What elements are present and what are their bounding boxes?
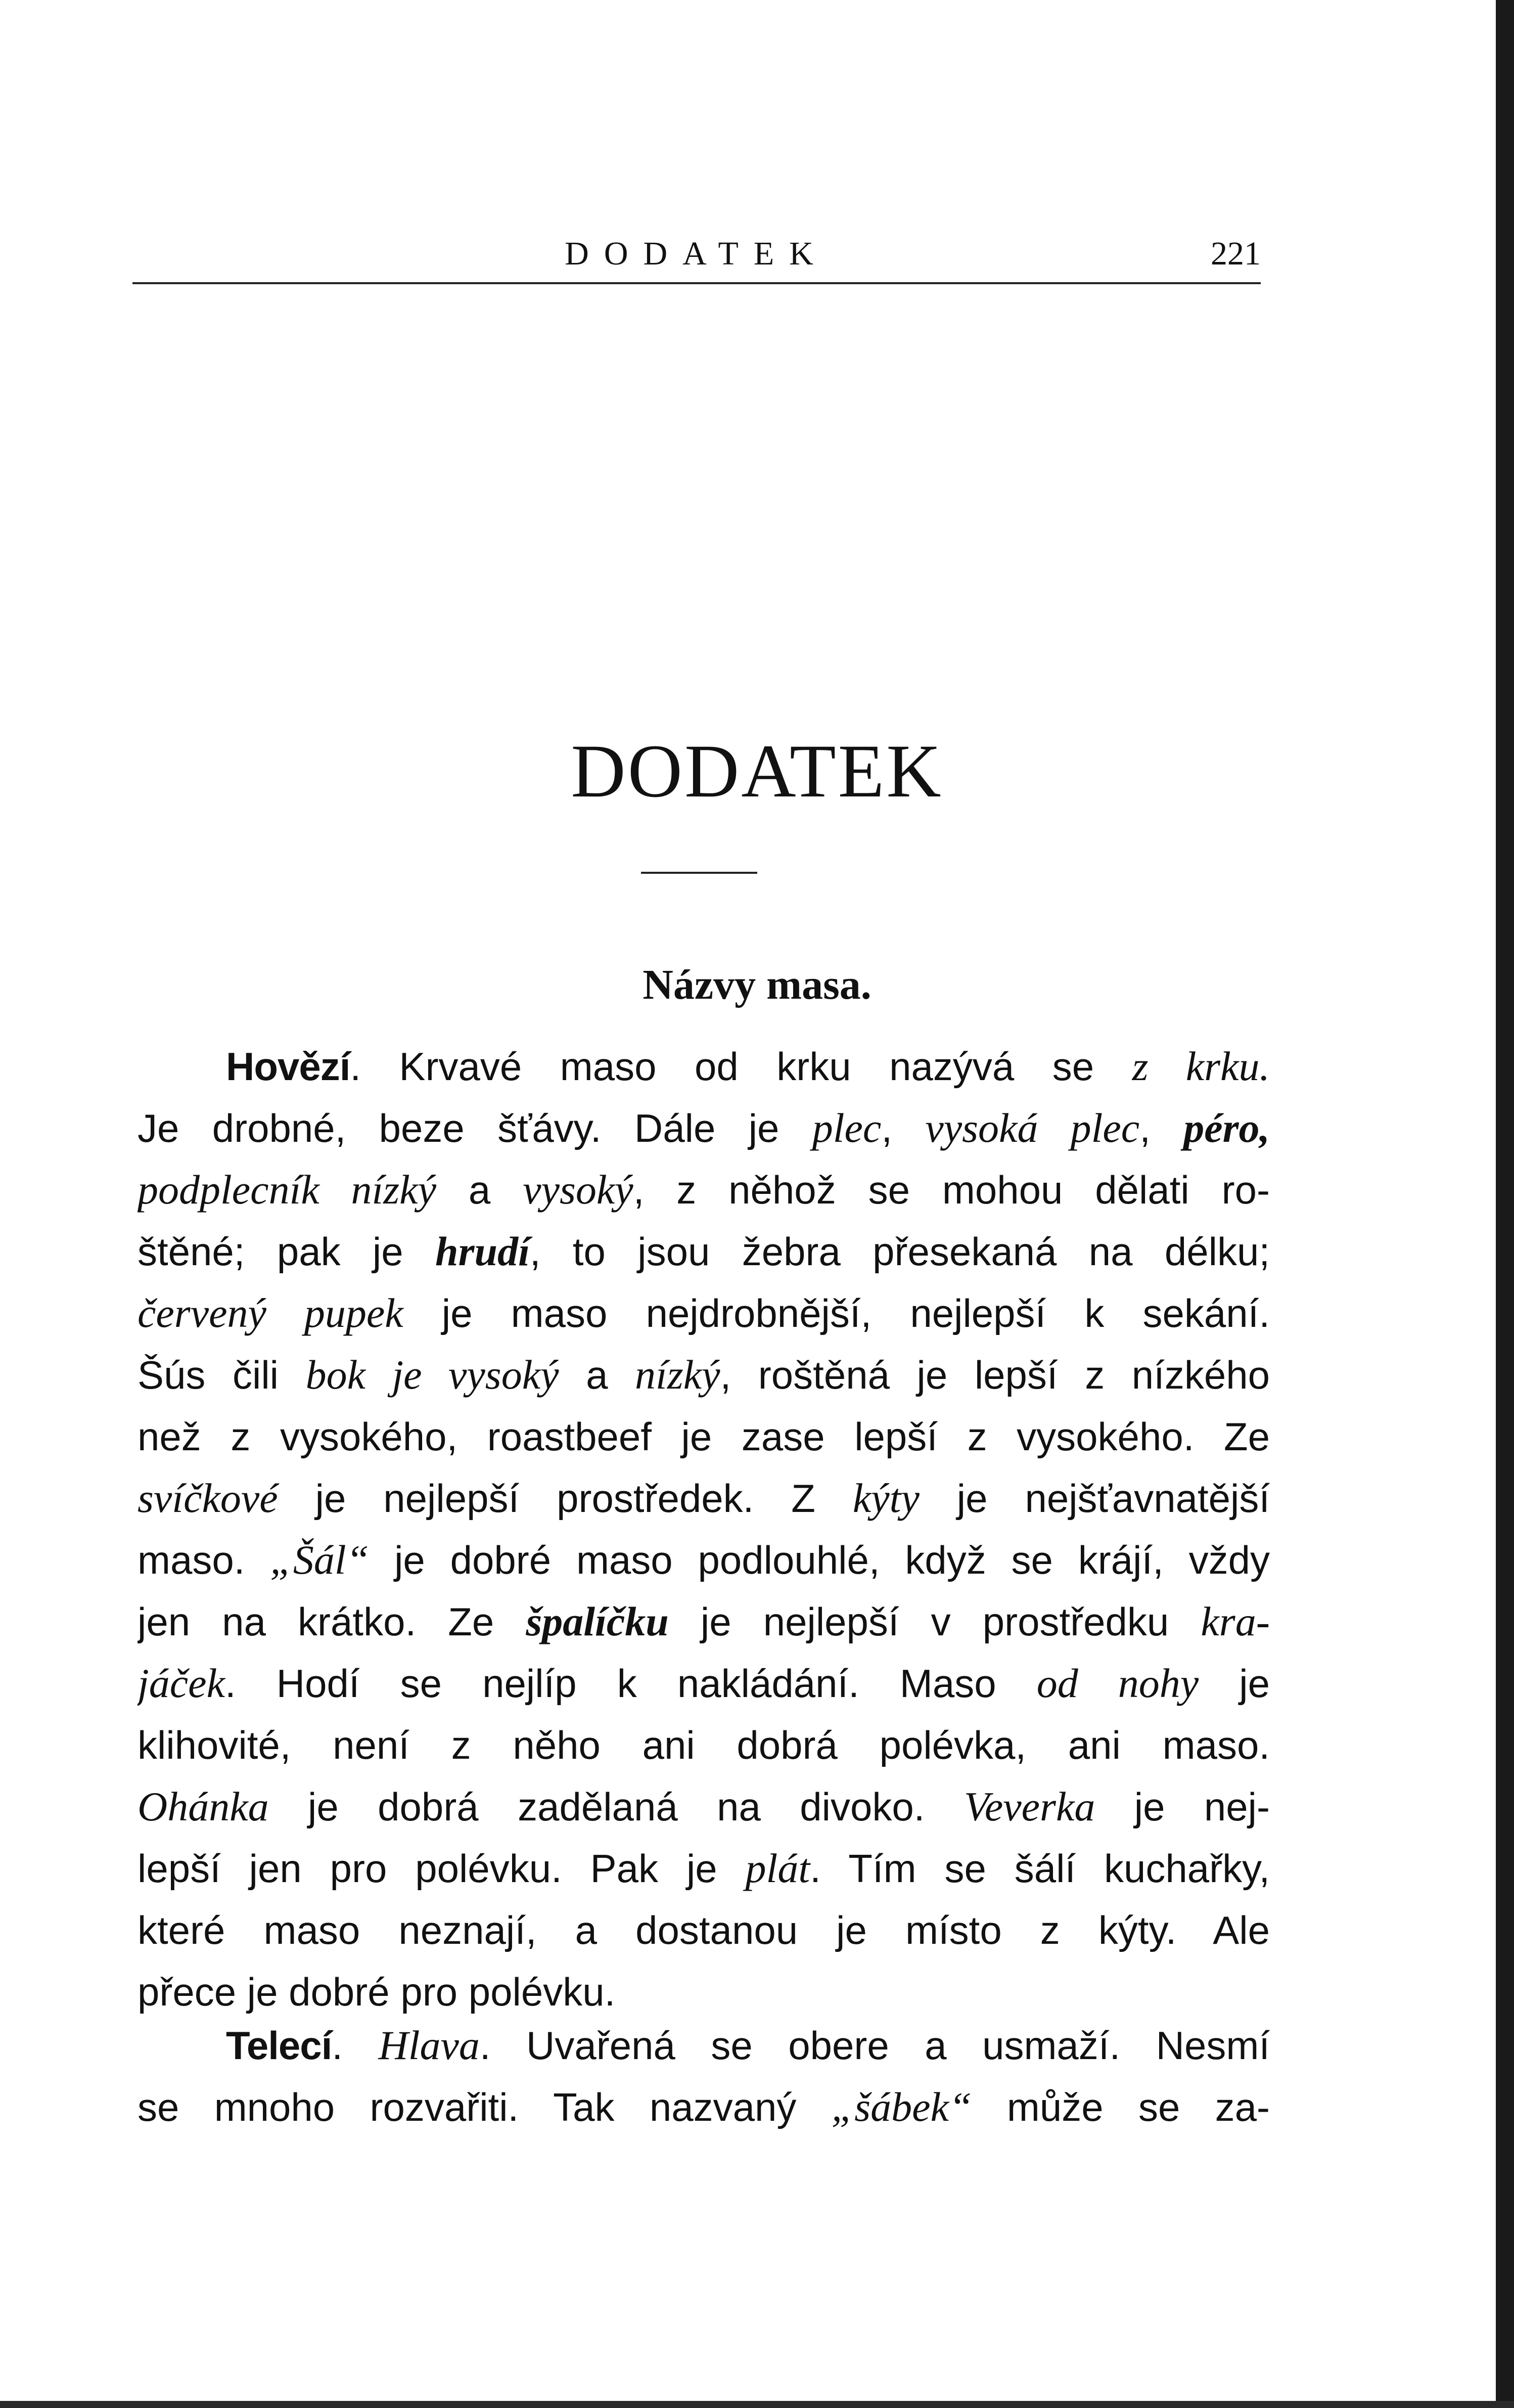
text-line <box>137 1344 1270 1406</box>
section-heading: Názvy masa. <box>643 961 871 1008</box>
emphasized-term: péro, <box>1183 1105 1270 1151</box>
emphasized-term: z krku. <box>1132 1043 1270 1089</box>
text-line <box>137 1282 1270 1344</box>
text-run: je maso nejdrobnější, nejlepší k sekání. <box>403 1291 1270 1335</box>
text-run: je nejlepší v prostředku <box>668 1599 1201 1644</box>
emphasized-term: plec <box>812 1105 882 1151</box>
text-run: je <box>1199 1661 1270 1706</box>
emphasized-term: nízký <box>635 1352 720 1398</box>
text-run: a <box>436 1168 523 1212</box>
running-head-title: DODATEK <box>565 235 829 272</box>
emphasized-term: plát <box>745 1845 810 1891</box>
text-run: Je drobné, beze šťávy. Dále je <box>137 1106 812 1150</box>
emphasized-term: Hlava <box>378 2022 480 2068</box>
text-line <box>137 1406 1270 1467</box>
text-run: je dobré maso podlouhlé, když se krájí, vždy <box>369 1538 1270 1582</box>
text-run: klihovité, není z něho ani dobrá polévka, ani maso. <box>137 1723 1270 1767</box>
text-run: a <box>559 1353 635 1397</box>
running-head-rule <box>132 282 1261 284</box>
text-line <box>137 1961 1270 2023</box>
text-run: které maso neznají, a dostanou je místo z kýty. Ale <box>137 1908 1270 1952</box>
run-in-heading: Telecí <box>226 2023 332 2068</box>
text-run: . Hodí se nejlíp k nakládání. Maso <box>224 1661 1037 1706</box>
emphasized-term: vysoká plec <box>925 1105 1140 1151</box>
paragraph-beef <box>137 1036 1270 2023</box>
emphasized-term: „Šál“ <box>270 1537 370 1583</box>
text-run: , <box>881 1106 926 1150</box>
emphasized-term: špalíčku <box>526 1598 669 1644</box>
text-run: jen na krátko. Ze <box>137 1599 526 1644</box>
text-run: , to jsou žebra přesekaná na délku; <box>529 1229 1270 1274</box>
text-run: Šús čili <box>137 1353 306 1397</box>
emphasized-term: kýty <box>852 1475 920 1521</box>
text-run: může se za- <box>972 2085 1270 2129</box>
text-run: je dobrá zadělaná na divoko. <box>268 1785 964 1829</box>
emphasized-term: podplecník nízký <box>137 1167 436 1213</box>
text-run: štěné; pak je <box>137 1229 435 1274</box>
text-run: se mnoho rozvařiti. Tak nazvaný <box>137 2085 832 2129</box>
chapter-heading: DODATEK <box>571 729 943 813</box>
text-run: . <box>332 2023 379 2068</box>
text-run: . Krvavé maso od krku nazývá se <box>350 1044 1132 1089</box>
emphasized-term: od nohy <box>1036 1660 1199 1706</box>
text-line <box>137 1838 1270 1899</box>
emphasized-term: svíčkové <box>137 1475 278 1521</box>
text-line <box>137 2015 1270 2076</box>
text-line <box>137 2076 1270 2138</box>
running-head <box>132 234 1261 284</box>
text-run: , z něhož se mohou dělati ro- <box>633 1168 1270 1212</box>
text-line <box>137 1097 1270 1159</box>
paragraph-veal <box>137 2015 1270 2138</box>
text-run: , <box>1139 1106 1184 1150</box>
heading-divider <box>641 872 757 874</box>
emphasized-term: „šábek“ <box>831 2084 972 2130</box>
run-in-heading: Hovězí <box>226 1044 350 1089</box>
text-run: . Tím se šálí kuchařky, <box>810 1846 1270 1891</box>
text-run: je nejlepší prostředek. Z <box>278 1476 853 1521</box>
text-line <box>137 1714 1270 1776</box>
text-run: maso. <box>137 1538 270 1582</box>
text-line <box>137 1221 1270 1282</box>
text-line <box>137 1653 1270 1714</box>
emphasized-term: kra- <box>1201 1598 1270 1644</box>
text-line <box>137 1776 1270 1838</box>
text-run: přece je dobré pro polévku. <box>137 1970 616 2014</box>
text-run: . Uvařená se obere a usmaží. Nesmí <box>479 2023 1270 2068</box>
text-line <box>137 1467 1270 1529</box>
scan-edge-right <box>1496 0 1514 2408</box>
text-run: , roštěná je lepší z nízkého <box>720 1353 1270 1397</box>
text-line <box>137 1159 1270 1221</box>
text-run: lepší jen pro polévku. Pak je <box>137 1846 746 1891</box>
text-line <box>137 1899 1270 1961</box>
text-line <box>137 1529 1270 1591</box>
page-number: 221 <box>1211 235 1261 272</box>
emphasized-term: vysoký <box>523 1167 633 1213</box>
text-line <box>137 1591 1270 1653</box>
emphasized-term: jáček <box>137 1660 225 1706</box>
emphasized-term: Veverka <box>964 1783 1095 1830</box>
text-run: než z vysokého, roastbeef je zase lepší z vysokého. Ze <box>137 1414 1270 1459</box>
text-run: je nej- <box>1095 1785 1270 1829</box>
emphasized-term: bok je vysoký <box>305 1352 559 1398</box>
scan-edge-bottom <box>0 2401 1514 2408</box>
text-run: je nejšťavnatější <box>919 1476 1270 1521</box>
emphasized-term: hrudí <box>435 1228 530 1274</box>
emphasized-term: červený pupek <box>137 1290 403 1336</box>
text-line <box>137 1036 1270 1097</box>
emphasized-term: Ohánka <box>137 1783 269 1830</box>
